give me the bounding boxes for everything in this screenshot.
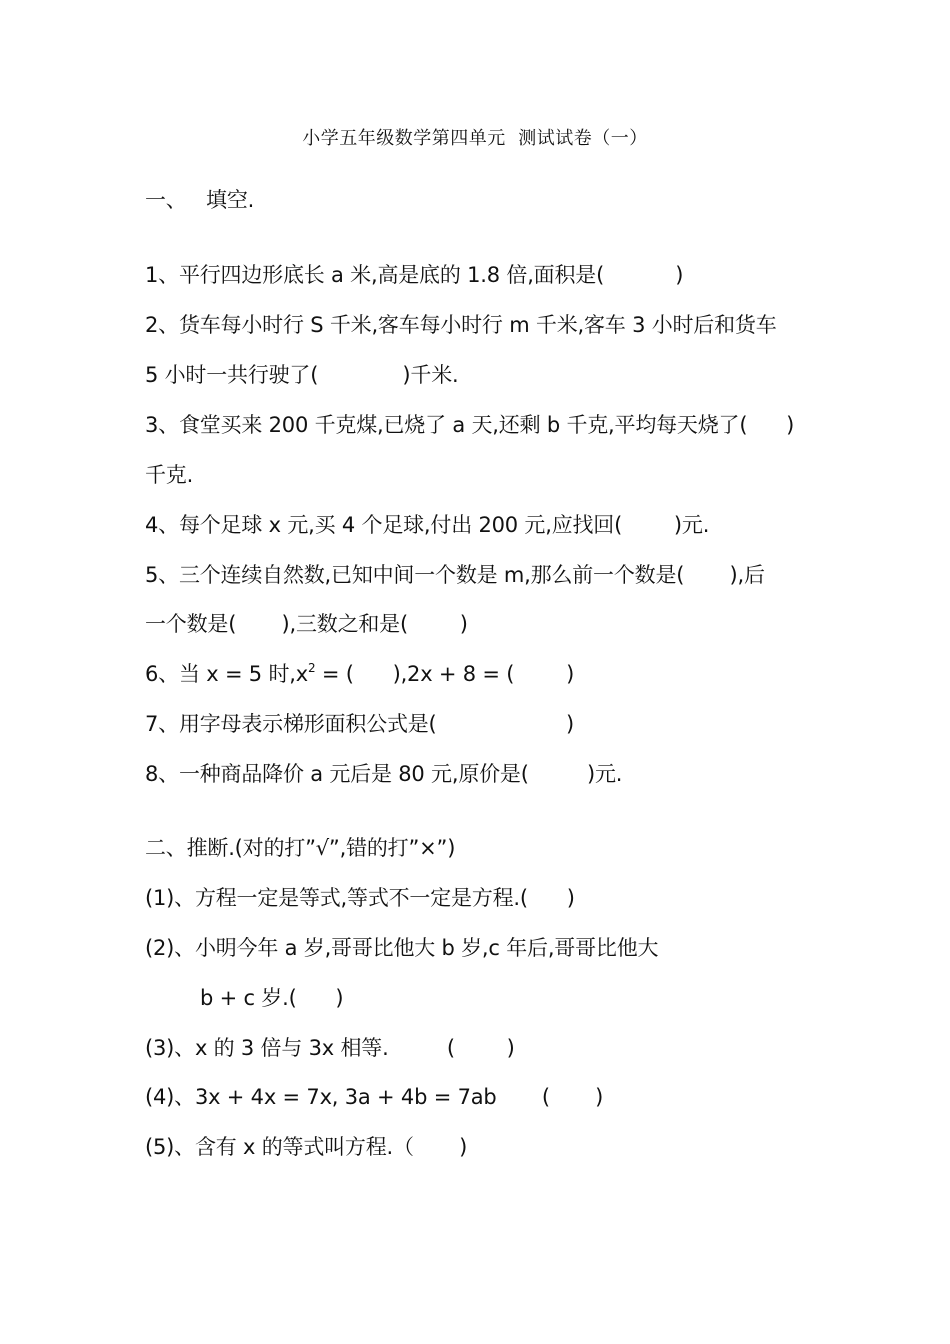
judgment-1: (1)、方程一定是等式,等式不一定是方程.( ) — [145, 886, 575, 910]
section-1-heading: 一、 填空. — [145, 188, 255, 212]
question-2-line-1: 2、货车每小时行 S 千米,客车每小时行 m 千米,客车 3 小时后和货车 — [145, 313, 777, 337]
judgment-3: (3)、x 的 3 倍与 3x 相等. ( ) — [145, 1036, 515, 1060]
question-6-pre: 6、当 x = 5 时,x — [145, 662, 308, 686]
question-1: 1、平行四边形底长 a 米,高是底的 1.8 倍,面积是( ) — [145, 263, 684, 287]
question-5-line-2: 一个数是( ),三数之和是( ) — [145, 612, 468, 636]
judgment-5: (5)、含有 x 的等式叫方程.（ ) — [145, 1135, 468, 1159]
judgment-2-line-2: b + c 岁.( ) — [200, 986, 344, 1010]
question-7: 7、用字母表示梯形面积公式是( ) — [145, 712, 575, 736]
question-6-post: = ( ),2x + 8 = ( ) — [315, 662, 575, 686]
judgment-2-line-1: (2)、小明今年 a 岁,哥哥比他大 b 岁,c 年后,哥哥比他大 — [145, 936, 659, 960]
question-4: 4、每个足球 x 元,买 4 个足球,付出 200 元,应找回( )元. — [145, 513, 710, 537]
question-5-line-1: 5、三个连续自然数,已知中间一个数是 m,那么前一个数是( ),后 — [145, 563, 765, 587]
question-3-line-1: 3、食堂买来 200 千克煤,已烧了 a 天,还剩 b 千克,平均每天烧了( ) — [145, 413, 795, 437]
question-3-line-2: 千克. — [145, 463, 194, 487]
page-title: 小学五年级数学第四单元 测试试卷（一） — [302, 128, 648, 149]
question-2-line-2: 5 小时一共行驶了( )千米. — [145, 363, 459, 387]
judgment-4: (4)、3x + 4x = 7x, 3a + 4b = 7ab ( ) — [145, 1085, 604, 1109]
section-2-heading: 二、推断.(对的打”√”,错的打”×”) — [145, 836, 456, 860]
question-8: 8、一种商品降价 a 元后是 80 元,原价是( )元. — [145, 762, 623, 786]
question-6-exponent: 2 — [307, 661, 316, 675]
question-6 — [145, 661, 574, 687]
